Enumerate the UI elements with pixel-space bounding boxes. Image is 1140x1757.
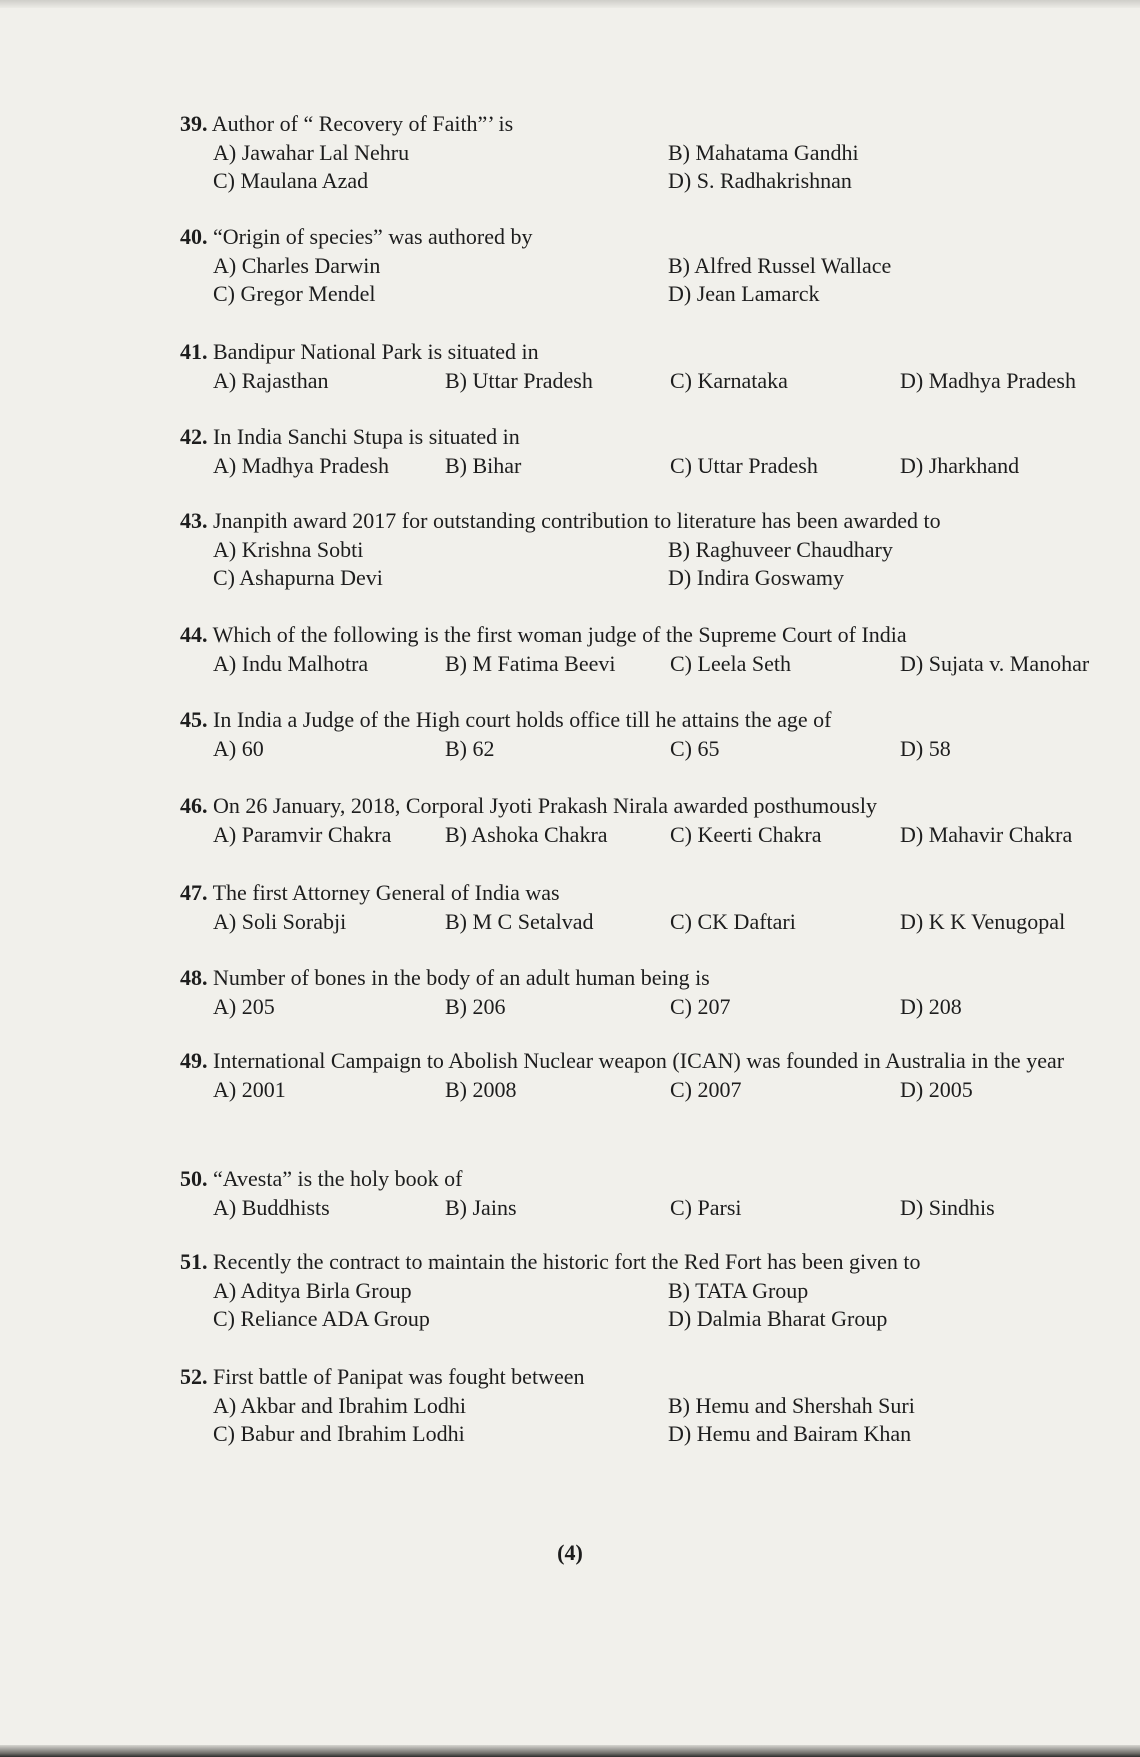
option-a: A) 60: [213, 736, 264, 761]
question-text: First battle of Panipat was fought between: [213, 1364, 585, 1389]
question-47: [180, 880, 1120, 936]
option-a: A) Madhya Pradesh: [213, 453, 389, 478]
option-d: D) Jharkhand: [900, 453, 1020, 478]
question-text: Number of bones in the body of an adult human being is: [213, 965, 710, 990]
option-b: B) Mahatama Gandhi: [668, 140, 859, 165]
option-a: A) Soli Sorabji: [213, 909, 347, 934]
option-a: A) Krishna Sobti: [213, 537, 364, 562]
options: [213, 821, 1120, 849]
option-c: C) Reliance ADA Group: [213, 1306, 430, 1331]
option-c: C) Maulana Azad: [213, 168, 369, 193]
option-c: C) Ashapurna Devi: [213, 565, 383, 590]
option-d: D) Mahavir Chakra: [900, 822, 1073, 847]
question-stem: [180, 1364, 1120, 1390]
option-b: B) Jains: [445, 1195, 517, 1220]
option-b: B) 2008: [445, 1077, 517, 1102]
options: [213, 536, 1120, 592]
option-c: C) Keerti Chakra: [670, 822, 822, 847]
question-50: [180, 1166, 1120, 1222]
question-stem: [180, 1048, 1120, 1074]
question-stem: [180, 111, 1120, 137]
question-text: In India a Judge of the High court holds office till he attains the age of: [213, 707, 832, 732]
question-52: [180, 1364, 1120, 1448]
question-number: 39.: [180, 111, 208, 136]
option-d: D) Hemu and Bairam Khan: [668, 1421, 912, 1446]
question-stem: [180, 1166, 1120, 1192]
options: [213, 993, 1120, 1021]
question-48: [180, 965, 1120, 1021]
question-number: 51.: [180, 1249, 208, 1274]
option-a: A) Jawahar Lal Nehru: [213, 140, 410, 165]
question-40: [180, 224, 1120, 308]
option-d: D) 2005: [900, 1077, 973, 1102]
question-number: 48.: [180, 965, 208, 990]
option-b: B) 206: [445, 994, 506, 1019]
question-text: In India Sanchi Stupa is situated in: [213, 424, 520, 449]
question-text: “Origin of species” was authored by: [213, 224, 533, 249]
question-number: 49.: [180, 1048, 208, 1073]
option-a: A) 205: [213, 994, 275, 1019]
options: [213, 735, 1120, 763]
option-c: C) Parsi: [670, 1195, 742, 1220]
options: [213, 452, 1120, 480]
option-b: B) Uttar Pradesh: [445, 368, 593, 393]
question-stem: [180, 224, 1120, 250]
options: [213, 908, 1120, 936]
question-number: 52.: [180, 1364, 208, 1389]
option-b: B) Alfred Russel Wallace: [668, 253, 892, 278]
option-b: B) TATA Group: [668, 1278, 809, 1303]
page-number: (4): [557, 1540, 583, 1565]
question-number: 46.: [180, 793, 208, 818]
options: [213, 650, 1120, 678]
option-b: B) Bihar: [445, 453, 522, 478]
question-stem: [180, 793, 1120, 819]
question-41: [180, 339, 1120, 395]
question-stem: [180, 508, 1120, 534]
options: [213, 139, 1120, 195]
option-c: C) 2007: [670, 1077, 742, 1102]
options: [213, 367, 1120, 395]
option-c: C) Karnataka: [670, 368, 788, 393]
option-c: C) Uttar Pradesh: [670, 453, 818, 478]
question-number: 41.: [180, 339, 208, 364]
option-c: C) 207: [670, 994, 731, 1019]
question-text: Jnanpith award 2017 for outstanding contribution to literature has been awarded to: [213, 508, 941, 533]
question-text: Recently the contract to maintain the historic fort the Red Fort has been given to: [213, 1249, 921, 1274]
question-number: 47.: [180, 880, 208, 905]
question-stem: [180, 1249, 1120, 1275]
option-a: A) Aditya Birla Group: [213, 1278, 412, 1303]
option-a: A) Akbar and Ibrahim Lodhi: [213, 1393, 466, 1418]
question-number: 45.: [180, 707, 208, 732]
question-stem: [180, 707, 1120, 733]
question-39: [180, 111, 1120, 195]
option-d: D) Indira Goswamy: [668, 565, 844, 590]
option-c: C) CK Daftari: [670, 909, 796, 934]
option-b: B) Ashoka Chakra: [445, 822, 608, 847]
question-number: 44.: [180, 622, 208, 647]
question-stem: [180, 622, 1120, 648]
question-number: 50.: [180, 1166, 208, 1191]
option-d: D) 58: [900, 736, 951, 761]
question-text: On 26 January, 2018, Corporal Jyoti Prakash Nirala awarded posthumously: [213, 793, 877, 818]
scan-edge-bottom: [0, 1745, 1140, 1757]
question-51: [180, 1249, 1120, 1333]
option-d: D) Jean Lamarck: [668, 281, 820, 306]
option-d: D) Sindhis: [900, 1195, 995, 1220]
option-a: A) Rajasthan: [213, 368, 329, 393]
option-a: A) Charles Darwin: [213, 253, 381, 278]
question-number: 43.: [180, 508, 208, 533]
option-a: A) Indu Malhotra: [213, 651, 369, 676]
option-c: C) Babur and Ibrahim Lodhi: [213, 1421, 465, 1446]
question-49: [180, 1048, 1120, 1104]
question-44: [180, 622, 1120, 678]
question-stem: [180, 965, 1120, 991]
options: [213, 252, 1120, 308]
question-text: International Campaign to Abolish Nuclear weapon (ICAN) was founded in Australia in the year: [213, 1048, 1065, 1073]
option-b: B) M Fatima Beevi: [445, 651, 616, 676]
question-stem: [180, 339, 1120, 365]
option-d: D) K K Venugopal: [900, 909, 1066, 934]
option-c: C) 65: [670, 736, 720, 761]
question-text: Which of the following is the first woman judge of the Supreme Court of India: [212, 622, 907, 647]
option-c: C) Gregor Mendel: [213, 281, 376, 306]
option-d: D) Madhya Pradesh: [900, 368, 1076, 393]
question-number: 40.: [180, 224, 208, 249]
option-b: B) Hemu and Shershah Suri: [668, 1393, 915, 1418]
option-d: D) Sujata v. Manohar: [900, 651, 1090, 676]
options: [213, 1194, 1120, 1222]
question-43: [180, 508, 1120, 592]
option-d: D) Dalmia Bharat Group: [668, 1306, 888, 1331]
option-b: B) M C Setalvad: [445, 909, 594, 934]
question-42: [180, 424, 1120, 480]
option-a: A) Buddhists: [213, 1195, 330, 1220]
question-text: Bandipur National Park is situated in: [213, 339, 539, 364]
option-a: A) 2001: [213, 1077, 286, 1102]
question-text: The first Attorney General of India was: [212, 880, 560, 905]
question-45: [180, 707, 1120, 763]
option-d: D) S. Radhakrishnan: [668, 168, 852, 193]
option-b: B) Raghuveer Chaudhary: [668, 537, 893, 562]
question-46: [180, 793, 1120, 849]
option-a: A) Paramvir Chakra: [213, 822, 392, 847]
options: [213, 1076, 1120, 1104]
option-b: B) 62: [445, 736, 495, 761]
question-text: “Avesta” is the holy book of: [213, 1166, 463, 1191]
options: [213, 1392, 1120, 1448]
option-c: C) Leela Seth: [670, 651, 791, 676]
option-d: D) 208: [900, 994, 962, 1019]
question-stem: [180, 424, 1120, 450]
scan-edge-top: [0, 0, 1140, 8]
question-stem: [180, 880, 1120, 906]
question-number: 42.: [180, 424, 208, 449]
options: [213, 1277, 1120, 1333]
question-text: Author of “ Recovery of Faith”’ is: [211, 111, 514, 136]
